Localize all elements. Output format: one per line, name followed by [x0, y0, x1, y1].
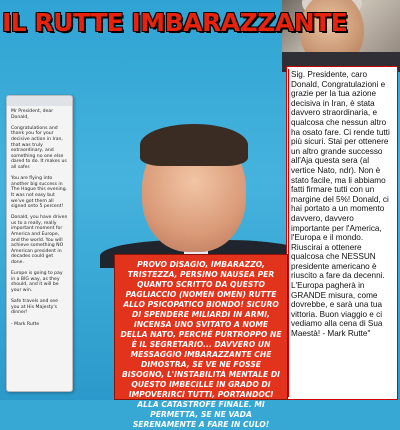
meme-title: IL RUTTE IMBARAZZANTE [2, 8, 348, 37]
comment-text: PROVO DISAGIO, IMBARAZZO, TRISTEZZA, PERSINO NAUSEA PER QUANTO SCRITTO DA QUESTO PAGLIACCIO (NOMEN OMEN) RUTTE ALLO PSICOPATICO BIONDO! SICURO DI SPENDERE MILIARDI IN ARMI, INCENSA UNO SVITATO A NOME DELLA NATO, PERCHÉ PURTROPPO NE È IL SEGRETARIO... DAVVERO UN MESSAGGIO IMBARAZZANTE CHE DIMOSTRA, SE VE NE FOSSE BISOGNO, L'INSTABILITÀ MENTALE DI QUESTO IMBECILLE IN GRADO DI IMPOVERIRCI TUTTI, PORTANDOCI ALLA CATASTROFE FINALE. MI PERMETTA, SE NE VADA SERENAMENTE A FARE IN CULO! [120, 260, 282, 429]
phone-status-bar [7, 96, 72, 106]
photo-rutte-hair [140, 124, 248, 166]
box-red-rule [288, 69, 289, 397]
italian-translation-text: Sig. Presidente, caro Donald, Congratulazioni e grazie per la tua azione decisiva in Iran, è stata davvero straordinaria, e qualcosa che nessun altro ha osato fare. Ci rende tutti più sicuri. Stai per ottenere un altro grande successo all'Aja questa sera (al vertice Nato, ndr). Non è stato facile, ma li abbiamo fatti firmare tutti con un margine del 5%! Donald, ci hai portato a un momento davvero, davvero importante per l'America, l'Europa e il mondo. Riuscirai a ottenere qualcosa che NESSUN presidente americano è riuscito a fare da decenni. L'Europa pagherà in GRANDE misura, come dovrebbe, e sarà una tua vittoria. Buon viaggio e ci vediamo alla cena di Sua Maestà! - Mark Rutte" [291, 70, 390, 339]
comment-box [114, 254, 288, 429]
phone-screenshot [6, 95, 73, 392]
photo-rutte [100, 118, 310, 268]
phone-message-text: Mr President, dear Donald, Congratulations and thank you for your decisive action in Iran, that was truly extraordinary, and something no one else dared to do. It makes us all safer. You are flying into another big success in The Hague this evening. It was not easy but we've got them all signed onto 5 percent! Donald, you have driven us to a really, really important moment for America and Europe, and the world. You will achieve something NO American president in decades could get done. Europe is going to pay in a BIG way, as they should, and it will be your win. Safe travels and see you at His Majesty's dinner! - Mark Rutte [11, 109, 68, 327]
italian-translation-box [286, 66, 398, 400]
